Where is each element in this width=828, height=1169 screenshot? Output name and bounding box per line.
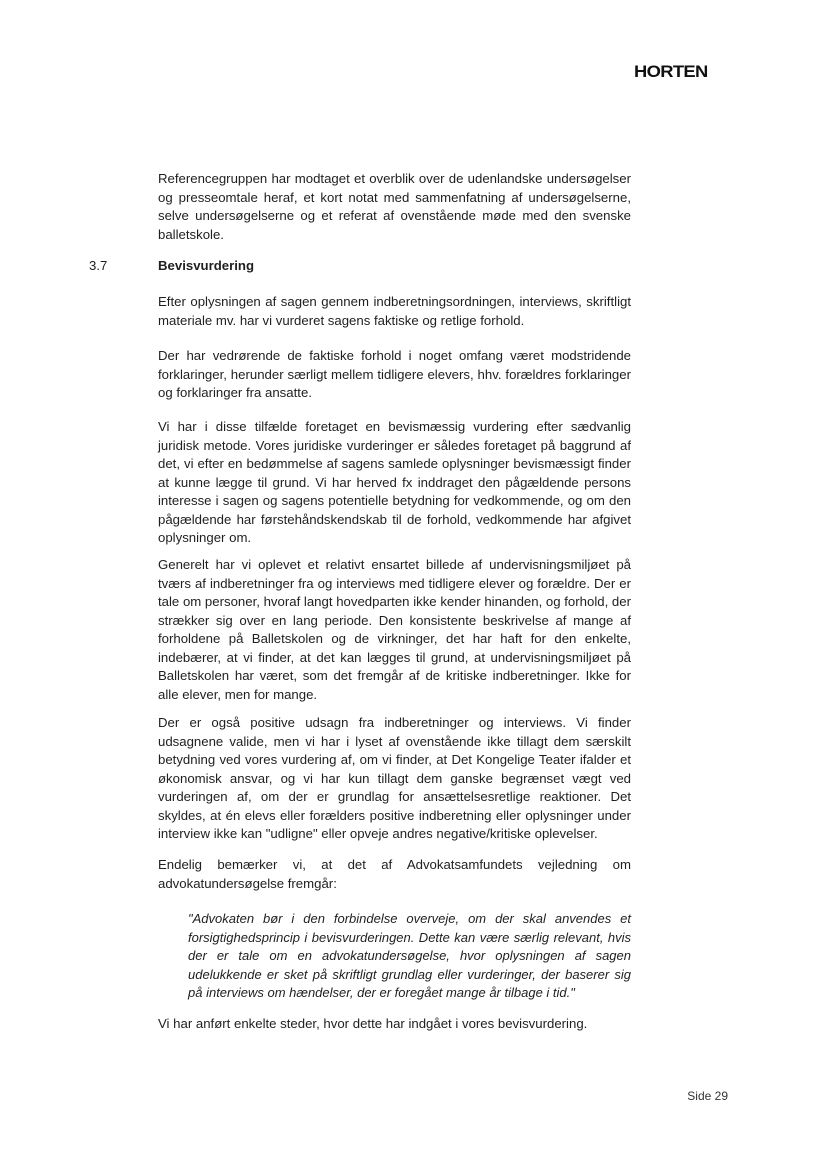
block-quote: "Advokaten bør i den forbindelse overveje, om der skal anvendes et forsigtighedsprincip i bevisvurderingen. Dette kan være særlig relevant, hvis der er tale om en advokatundersøgelse, hvor oplysningen af sagen udelukkende er sket på skriftligt grundlag eller vurderinger, der baserer sig på interviews om hændelser, der er foregået mange år tilbage i tid." [188, 911, 631, 1000]
paragraph-4 [158, 556, 631, 704]
horten-logo: HORTEN [634, 62, 708, 81]
page-number: Side 29 [687, 1089, 728, 1103]
paragraph-1 [158, 293, 631, 330]
closing-sentence: Vi har anført enkelte steder, hvor dette har indgået i vores bevisvurdering. [158, 1016, 588, 1031]
paragraph-text: Vi har i disse tilfælde foretaget en bevismæssig vurdering efter sædvanlig juridisk metode. Vores juridiske vurderinger er således foretaget på baggrund af det, vi efter en bedømmelse af sagens samlede oplysninger bevismæssigt finder at kunne lægge til grund. Vi har herved fx inddraget den pågældende persons interesse i sagen og sagens potentielle betydning for vedkommende, og om den pågældende har førstehåndskendskab til de forhold, vedkommende har afgivet oplysninger om. [158, 419, 631, 545]
paragraph-text: Endelig bemærker vi, at det af Advokatsamfundets vejledning om advokatundersøgelse fremgår: [158, 857, 631, 891]
section-number: 3.7 [89, 258, 108, 273]
paragraph-3 [158, 418, 631, 548]
paragraph-text: Der har vedrørende de faktiske forhold i noget omfang været modstridende forklaringer, herunder særligt mellem tidligere elevers, hhv. forældres forklaringer og forklaringer fra ansatte. [158, 348, 631, 400]
paragraph-2 [158, 347, 631, 403]
paragraph-text: Generelt har vi oplevet et relativt ensartet billede af undervisningsmiljøet på tværs af indberetninger fra og interviews med tidligere elever og forældre. Der er tale om personer, hvoraf langt hovedparten ikke kender hinanden, og forhold, der strækker sig over en lang periode. Den konsistente beskrivelse af mange af forholdene på Balletskolen og de virkninger, det har haft for den enkelte, indebærer, at vi finder, at det kan lægges til grund, at undervisningsmiljøet på Balletskolen har været, som det fremgår af de kritiske indberetninger. Ikke for alle elever, men for mange. [158, 557, 631, 702]
paragraph-5 [158, 714, 631, 844]
intro-paragraph [158, 170, 631, 244]
section-title: Bevisvurdering [158, 258, 255, 273]
intro-text: Referencegruppen har modtaget et overblik over de udenlandske undersøgelser og presseomtale heraf, et kort notat med sammenfatning af undersøgelserne, selve undersøgelserne og et referat af ovenstående møde med den svenske balletskole. [158, 171, 631, 242]
paragraph-text: Efter oplysningen af sagen gennem indberetningsordningen, interviews, skriftligt materiale mv. har vi vurderet sagens faktiske og retlige forhold. [158, 294, 631, 328]
paragraph-6 [158, 856, 631, 893]
paragraph-text: Der er også positive udsagn fra indberetninger og interviews. Vi finder udsagnene valide, men vi har i lyset af ovenstående ikke tillagt dem særskilt betydning ved vores vurdering af, om vi finder, at Det Kongelige Teater ifalder et økonomisk ansvar, og vi har kun tillagt dem ganske begrænset vægt ved vurderingen af, om der er grundlag for ansættelsesretlige reaktioner. Det skyldes, at én elevs eller forælders positive indberetning eller oplysninger under interview ikke kan "udligne" eller opveje andres negative/kritiske oplevelser. [158, 715, 631, 841]
